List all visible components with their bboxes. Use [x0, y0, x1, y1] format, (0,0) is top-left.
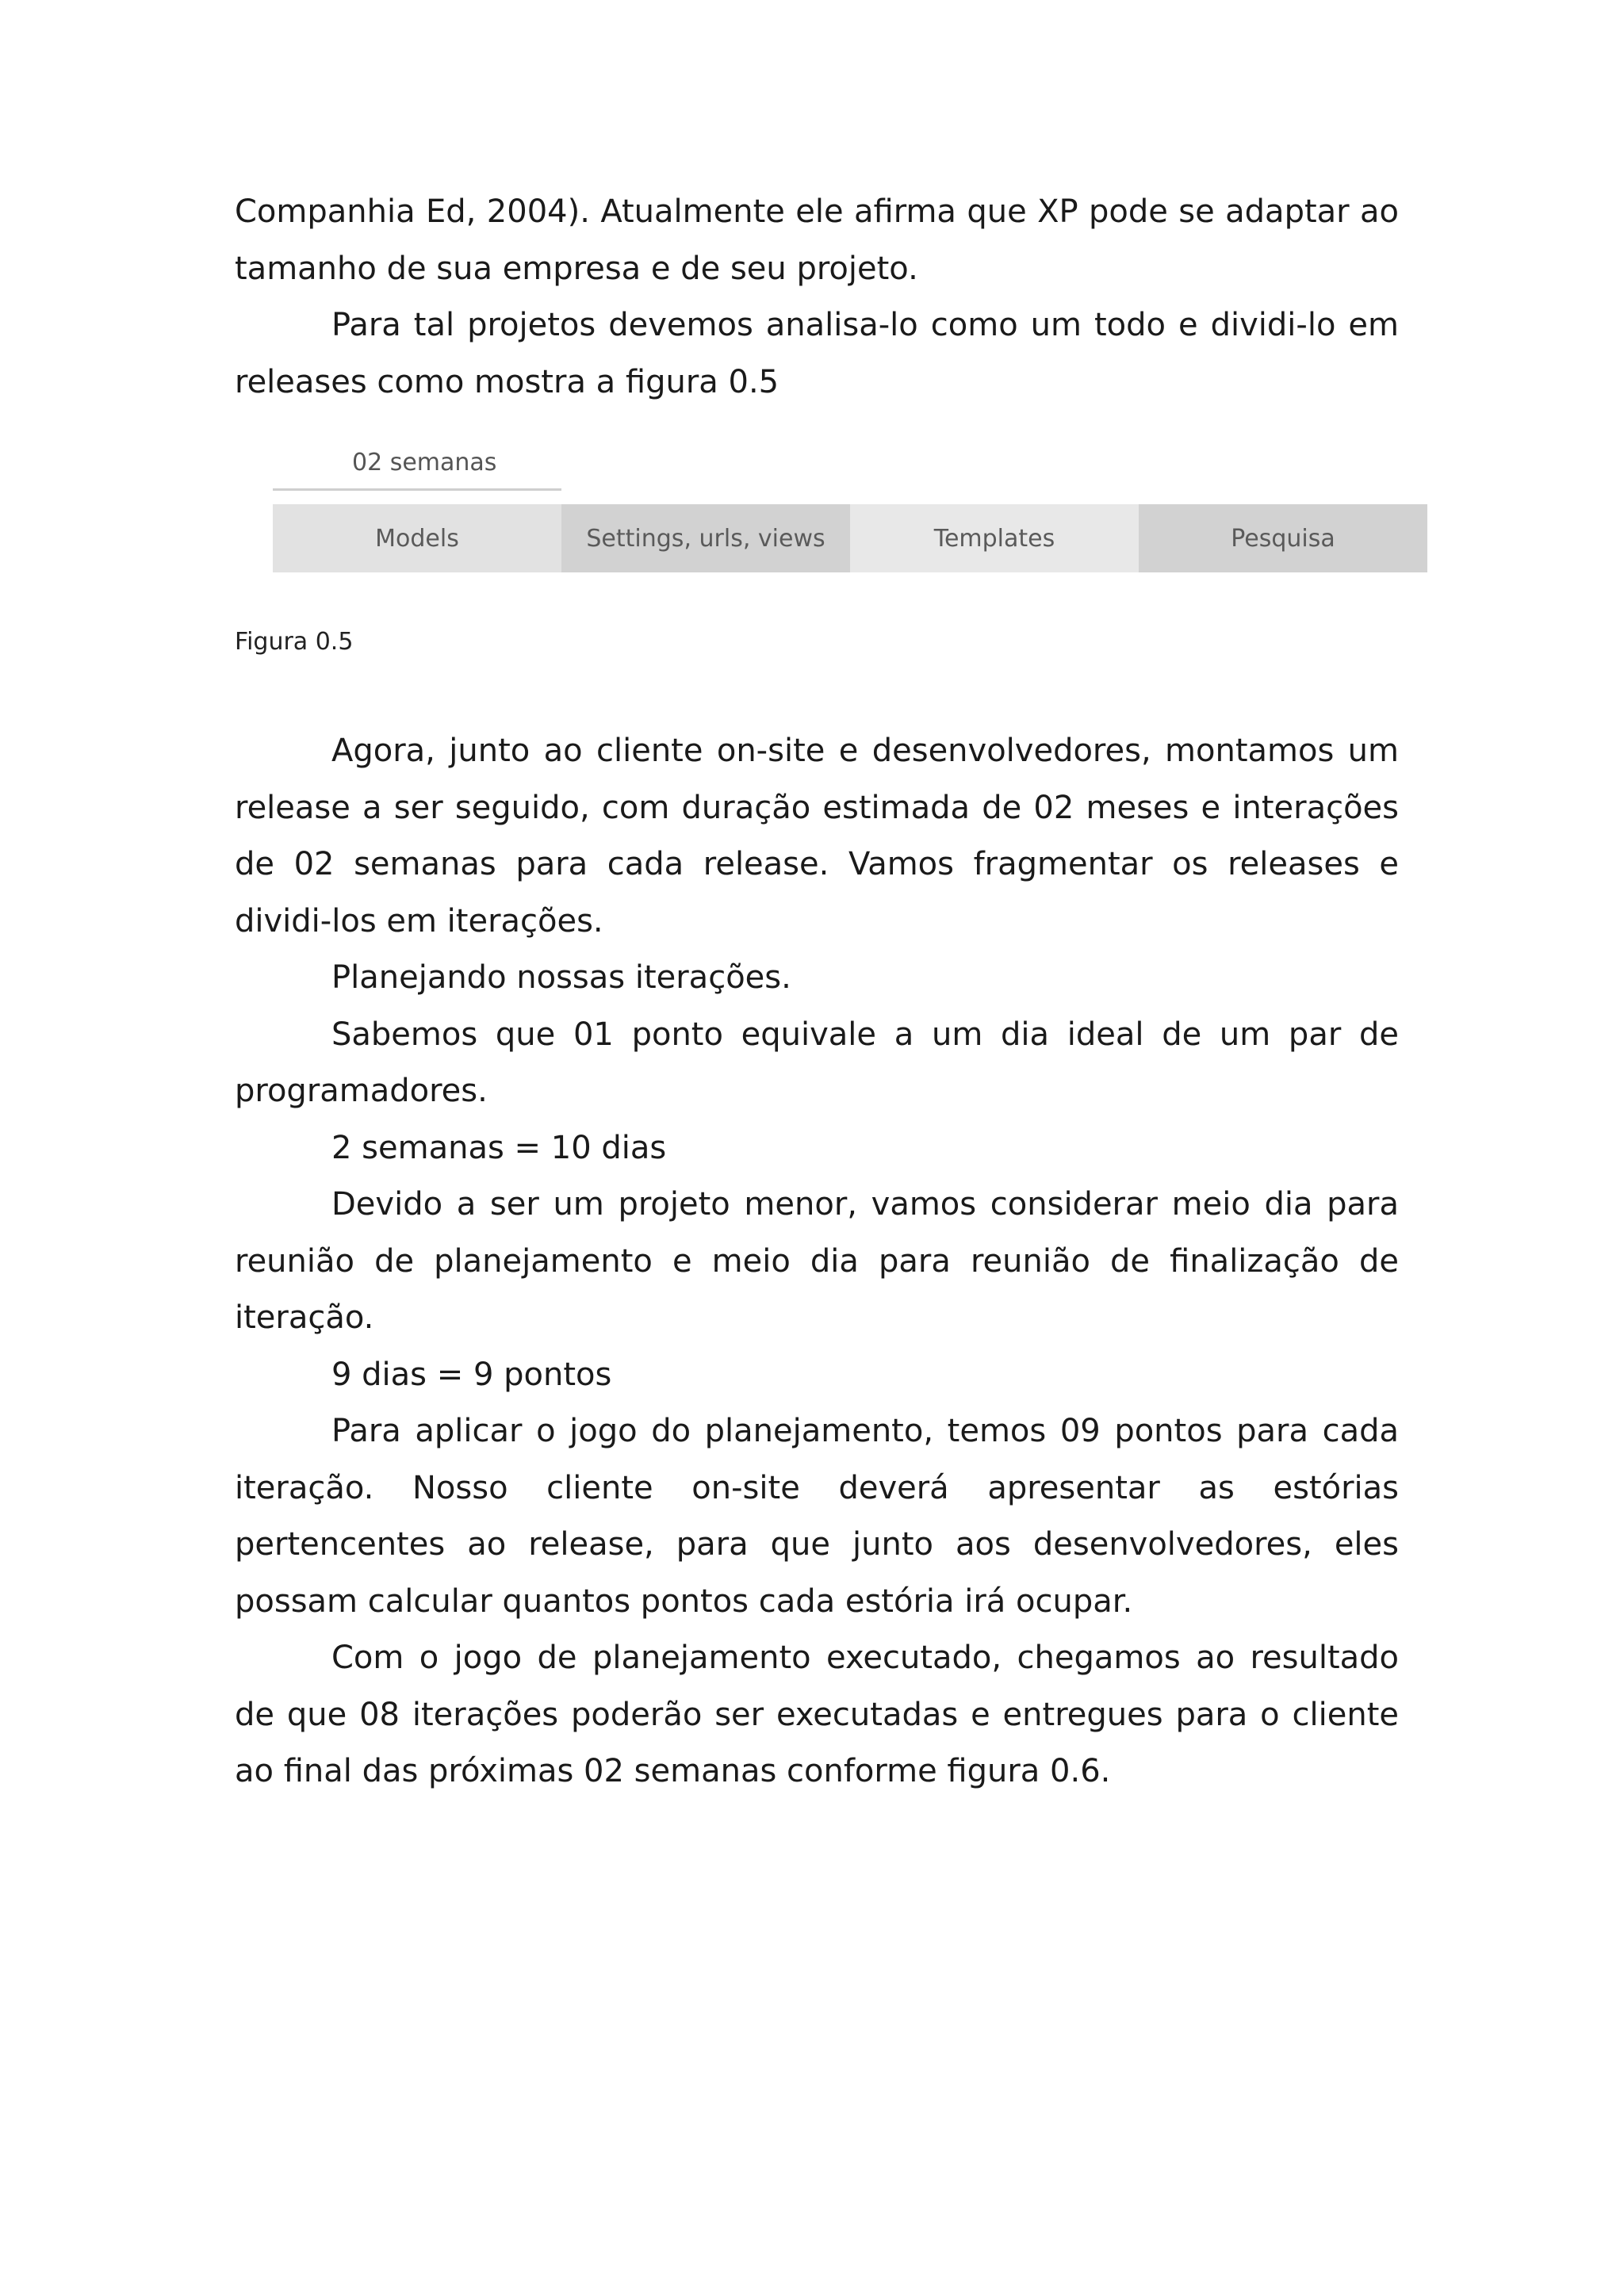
release-segment-pesquisa: Pesquisa: [1139, 504, 1427, 572]
release-segment-models: Models: [273, 504, 561, 572]
paragraph: Devido a ser um projeto menor, vamos considerar meio dia para reunião de planejamento e meio dia para reunião de finalização de iteração.: [235, 1186, 1399, 1336]
paragraph: Companhia Ed, 2004). Atualmente ele afirma que XP pode se adaptar ao tamanho de sua empresa e de seu projeto.: [235, 193, 1399, 287]
paragraph: Com o jogo de planejamento executado, chegamos ao resultado de que 08 iterações poderão ser executadas e entregues para o cliente ao final das próximas 02 semanas conforme figura 0.6.: [235, 1640, 1399, 1789]
paragraph: 2 semanas = 10 dias: [331, 1129, 667, 1166]
paragraph: 9 dias = 9 pontos: [331, 1356, 612, 1393]
figure-caption: Figura 0.5: [235, 628, 354, 656]
paragraph: Para tal projetos devemos analisa-lo como um todo e dividi-lo em releases como mostra a figura 0.5: [235, 307, 1399, 400]
release-segment-settings: Settings, urls, views: [561, 504, 850, 572]
release-segment-templates: Templates: [850, 504, 1139, 572]
paragraph: Para aplicar o jogo do planejamento, temos 09 pontos para cada iteração. Nosso cliente on-site deverá apresentar as estórias pertencentes ao release, para que junto aos desenvolvedores, eles possam calcular quantos pontos cada estória irá ocupar.: [235, 1413, 1399, 1620]
document-body: [235, 184, 1399, 1800]
paragraph: Agora, junto ao cliente on-site e desenvolvedores, montamos um release a ser seguido, com duração estimada de 02 meses e interações de 02 semanas para cada release. Vamos fragmentar os releases e dividi-los em iterações.: [235, 733, 1399, 939]
figure-release-plan: [235, 411, 1399, 672]
figure-duration-line: [273, 488, 561, 491]
release-bar: [273, 504, 1427, 572]
paragraph: Sabemos que 01 ponto equivale a um dia ideal de um par de programadores.: [235, 1016, 1399, 1109]
paragraph: Planejando nossas iterações.: [331, 959, 791, 996]
figure-duration-label: 02 semanas: [352, 449, 497, 476]
